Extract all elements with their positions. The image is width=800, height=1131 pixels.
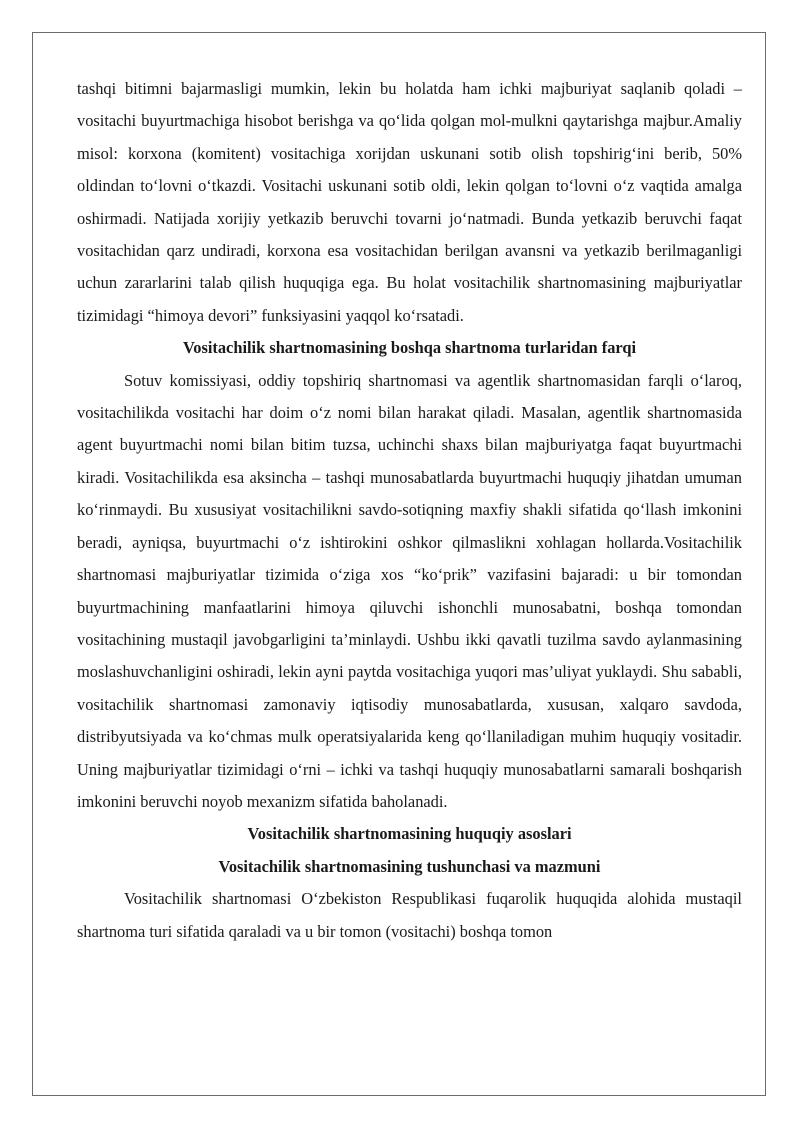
document-body [77, 73, 742, 948]
section-heading: Vositachilik shartnomasining boshqa shartnoma turlaridan farqi [182, 338, 637, 358]
body-paragraph: tashqi bitimni bajarmasligi mumkin, lekin bu holatda ham ichki majburiyat saqlanib qoladi – vositachi buyurtmachiga hisobot berishga va qo‘lida qolgan mol-mulkni qaytarishga majbur.Amaliy misol: korxona (komitent) vositachiga xorijdan uskunani sotib olish topshirig‘ini berib, 50% oldindan to‘lovni o‘tkazdi. Vositachi uskunani sotib oldi, lekin qolgan to‘lovni o‘z vaqtida amalga oshirmadi. Natijada xorijiy yetkazib beruvchi tovarni jo‘natmadi. Bunda yetkazib beruvchi faqat vositachidan qarz undiradi, korxona esa vositachidan berilgan avansni va yetkazib berilmaganligi uchun zararlarini talab qilish huquqiga ega. Bu holat vositachilik shartnomasining majburiyatlar tizimidagi “himoya devori” funksiyasini yaqqol ko‘rsatadi. [77, 79, 742, 325]
subsection-heading: Vositachilik shartnomasining tushunchasi va mazmuni [218, 856, 601, 876]
body-paragraph: Vositachilik shartnomasi O‘zbekiston Respublikasi fuqarolik huquqida alohida mustaqil shartnoma turi sifatida qaraladi va u bir tomon (vositachi) boshqa tomon [77, 889, 742, 941]
section-heading: Vositachilik shartnomasining huquqiy asoslari [247, 824, 572, 844]
body-paragraph: Sotuv komissiyasi, oddiy topshiriq shartnomasi va agentlik shartnomasidan farqli o‘laroq, vositachilikda vositachi har doim o‘z nomi bilan harakat qiladi. Masalan, agentlik shartnomasida agent buyurtmachi nomi bilan bitim tuzsa, uchinchi shaxs bilan majburiyatga faqat buyurtmachi kiradi. Vositachilikda esa aksincha – tashqi munosabatlarda buyurtmachi huquqiy jihatdan umuman ko‘rinmaydi. Bu xususiyat vositachilikni savdo-sotiqning maxfiy shakli sifatida qo‘llash imkonini beradi, ayniqsa, buyurtmachi o‘z ishtirokini oshkor qilmaslikni xohlagan hollarda.Vositachilik shartnomasi majburiyatlar tizimida o‘ziga xos “ko‘prik” vazifasini bajaradi: u bir tomondan buyurtmachining manfaatlarini himoya qiluvchi ishonchli munosabatni, boshqa tomondan vositachining mustaqil javobgarligini ta’minlaydi. Ushbu ikki qavatli tuzilma savdo aylanmasining moslashuvchanligini oshiradi, lekin ayni paytda vositachiga yuqori mas’uliyat yuklaydi. Shu sababli, vositachilik shartnomasi zamonaviy iqtisodiy munosabatlarda, xususan, xalqaro savdoda, distribyutsiyada va ko‘chmas mulk operatsiyalarida keng qo‘llaniladigan muhim huquqiy vositadir. Uning majburiyatlar tizimidagi o‘rni – ichki va tashqi huquqiy munosabatlarni samarali boshqarish imkonini beruvchi noyob mexanizm sifatida baholanadi. [77, 370, 742, 811]
